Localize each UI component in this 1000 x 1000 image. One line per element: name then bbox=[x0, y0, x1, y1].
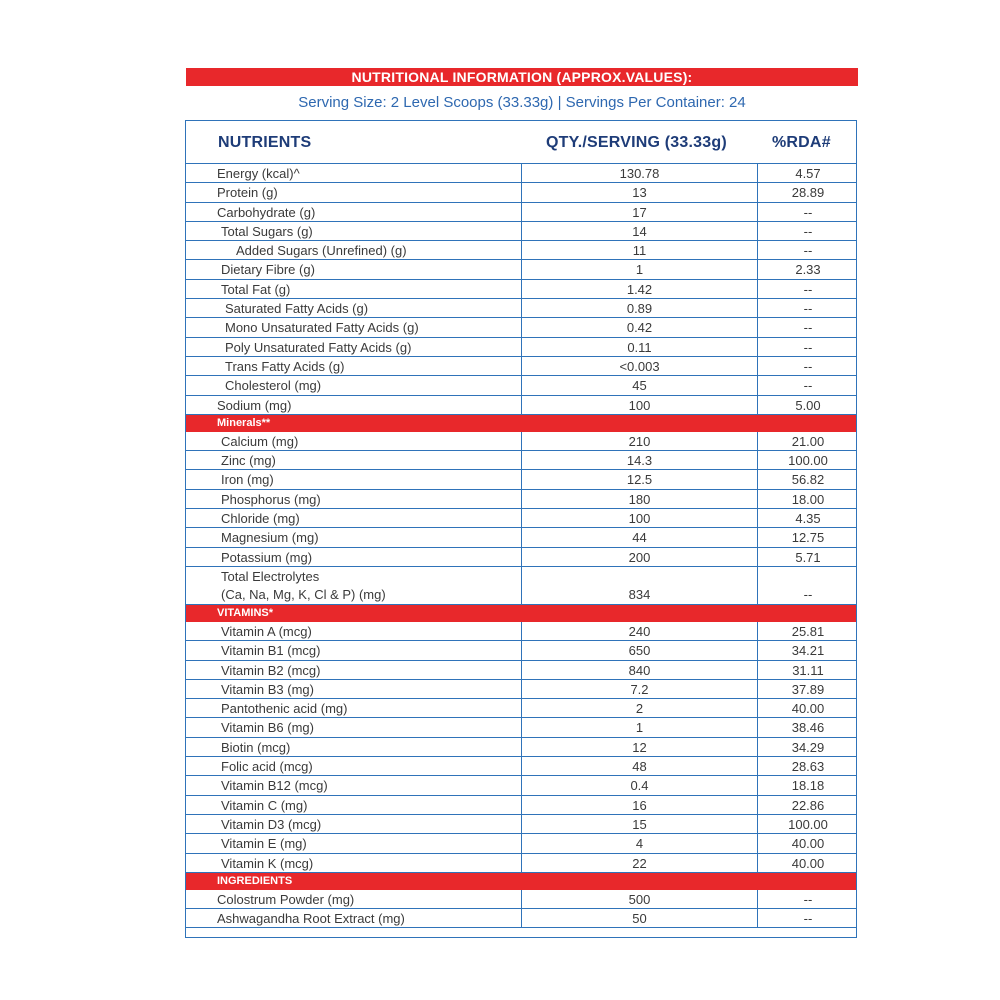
table-row bbox=[186, 357, 856, 376]
table-row bbox=[186, 738, 856, 757]
qty-value: 180 bbox=[522, 490, 758, 508]
qty-value: 15 bbox=[522, 815, 758, 833]
rda-value: 40.00 bbox=[791, 855, 825, 871]
nutrient-name: Chloride (mg) bbox=[186, 509, 522, 527]
nutrient-name: Magnesium (mg) bbox=[186, 528, 522, 546]
rda-value: 28.89 bbox=[791, 185, 825, 201]
nutrient-name: Vitamin K (mcg) bbox=[186, 854, 522, 872]
qty-value: 210 bbox=[522, 432, 758, 450]
table-row bbox=[186, 203, 856, 222]
qty-value: 11 bbox=[522, 241, 758, 259]
table-row bbox=[186, 815, 856, 834]
table-row bbox=[186, 260, 856, 279]
qty-value: 4 bbox=[522, 834, 758, 852]
rda-value: 4.57 bbox=[795, 166, 821, 181]
rda-value: 38.46 bbox=[791, 720, 825, 736]
nutrient-name: Sodium (mg) bbox=[186, 396, 522, 414]
table-row bbox=[186, 622, 856, 641]
table-row bbox=[186, 680, 856, 699]
qty-value: 44 bbox=[522, 528, 758, 546]
rda-value: 2.33 bbox=[795, 262, 821, 278]
section-label: VITAMINS* bbox=[217, 606, 274, 619]
table-row bbox=[186, 432, 856, 451]
rda-value: -- bbox=[803, 301, 813, 317]
nutrient-name: Iron (mg) bbox=[186, 470, 522, 488]
rda-value: 40.00 bbox=[791, 836, 825, 852]
qty-value: 500 bbox=[522, 890, 758, 908]
section-label: INGREDIENTS bbox=[217, 874, 293, 887]
rda-value: 12.75 bbox=[791, 530, 825, 546]
nutrition-table bbox=[185, 120, 857, 938]
rda-value: 5.00 bbox=[795, 397, 821, 413]
qty-value: 14.3 bbox=[522, 451, 758, 469]
qty-value: 130.78 bbox=[522, 164, 758, 182]
qty-value: 240 bbox=[522, 622, 758, 640]
table-row bbox=[186, 222, 856, 241]
rda-value: -- bbox=[803, 586, 813, 602]
table-row bbox=[186, 528, 856, 547]
table-row bbox=[186, 776, 856, 795]
rda-value: 21.00 bbox=[791, 433, 825, 449]
qty-value: 45 bbox=[522, 376, 758, 394]
rda-value: 31.11 bbox=[792, 662, 824, 678]
nutrient-name: Pantothenic acid (mg) bbox=[186, 699, 522, 717]
section-ingredients bbox=[186, 873, 856, 890]
nutrient-name: Protein (g) bbox=[186, 183, 522, 201]
table-row bbox=[186, 376, 856, 395]
nutrient-name: Vitamin B3 (mg) bbox=[186, 680, 522, 698]
section-vitamins bbox=[186, 605, 856, 622]
qty-value: 16 bbox=[522, 796, 758, 814]
qty-value: 100 bbox=[522, 396, 758, 414]
qty-value: 12 bbox=[522, 738, 758, 756]
table-row bbox=[186, 834, 856, 853]
qty-value: 2 bbox=[522, 699, 758, 717]
header-qty: QTY./SERVING (33.33g) bbox=[546, 134, 727, 151]
nutrient-name: Colostrum Powder (mg) bbox=[186, 890, 522, 908]
rda-value: -- bbox=[803, 378, 813, 394]
rda-value: -- bbox=[803, 223, 813, 239]
rda-value: 40.00 bbox=[791, 701, 825, 717]
table-row bbox=[186, 318, 856, 337]
table-row bbox=[186, 661, 856, 680]
nutrient-name: Vitamin A (mcg) bbox=[186, 622, 522, 640]
qty-value: <0.003 bbox=[522, 357, 758, 375]
rda-value: 100.00 bbox=[788, 816, 828, 832]
qty-value: 12.5 bbox=[522, 470, 758, 488]
nutrient-name: Mono Unsaturated Fatty Acids (g) bbox=[186, 318, 522, 336]
section-label: Minerals** bbox=[217, 416, 271, 429]
table-row bbox=[186, 718, 856, 737]
table-row bbox=[186, 280, 856, 299]
qty-value: 48 bbox=[522, 757, 758, 775]
rda-value: 100.00 bbox=[788, 453, 828, 469]
nutrient-name: Vitamin B1 (mcg) bbox=[186, 641, 522, 659]
qty-value: 100 bbox=[522, 509, 758, 527]
rda-value: -- bbox=[803, 358, 813, 374]
nutrient-name: Calcium (mg) bbox=[186, 432, 522, 450]
rda-value: -- bbox=[803, 320, 813, 336]
qty-value: 0.42 bbox=[522, 318, 758, 336]
table-row bbox=[186, 451, 856, 470]
rda-value: 5.71 bbox=[795, 549, 821, 565]
rda-value: 56.82 bbox=[791, 472, 825, 488]
nutrient-name: Trans Fatty Acids (g) bbox=[186, 357, 522, 375]
rda-value: -- bbox=[803, 891, 813, 907]
table-row bbox=[186, 338, 856, 357]
rda-value: 4.35 bbox=[795, 511, 821, 527]
nutrient-name: Total Sugars (g) bbox=[186, 222, 522, 240]
rda-value: 18.18 bbox=[791, 778, 825, 794]
qty-value: 200 bbox=[522, 548, 758, 566]
table-row bbox=[186, 548, 856, 567]
table-row bbox=[186, 509, 856, 528]
rda-value: -- bbox=[803, 204, 813, 220]
qty-value: 17 bbox=[522, 203, 758, 221]
nutrient-name: Vitamin B12 (mcg) bbox=[186, 776, 522, 794]
nutrient-name: Poly Unsaturated Fatty Acids (g) bbox=[186, 338, 522, 356]
rda-value: 18.00 bbox=[791, 491, 825, 507]
table-title: NUTRITIONAL INFORMATION (APPROX.VALUES): bbox=[186, 68, 858, 86]
rda-value: 34.29 bbox=[791, 739, 825, 755]
serving-info: Serving Size: 2 Level Scoops (33.33g) | Servings Per Container: 24 bbox=[298, 94, 746, 111]
table-body bbox=[186, 164, 856, 928]
nutrient-name: Energy (kcal)^ bbox=[186, 164, 522, 182]
electrolytes-line1: Total Electrolytes bbox=[221, 568, 320, 584]
qty-value: 7.2 bbox=[522, 680, 758, 698]
nutrient-name: Vitamin E (mg) bbox=[186, 834, 522, 852]
table-row bbox=[186, 470, 856, 489]
table-row bbox=[186, 164, 856, 183]
nutrient-name: Potassium (mg) bbox=[186, 548, 522, 566]
section-minerals bbox=[186, 415, 856, 432]
table-header bbox=[186, 121, 856, 164]
qty-value: 1.42 bbox=[522, 280, 758, 298]
nutrient-name: Saturated Fatty Acids (g) bbox=[186, 299, 522, 317]
table-row bbox=[186, 299, 856, 318]
rda-value: -- bbox=[803, 243, 813, 259]
nutrient-name: Vitamin D3 (mcg) bbox=[186, 815, 522, 833]
table-row bbox=[186, 699, 856, 718]
table-row bbox=[186, 909, 856, 928]
qty-value: 1 bbox=[522, 718, 758, 736]
rda-value: -- bbox=[803, 281, 813, 297]
table-row bbox=[186, 854, 856, 873]
nutrient-name: Vitamin B2 (mcg) bbox=[186, 661, 522, 679]
electrolytes-line2: (Ca, Na, Mg, K, Cl & P) (mg) bbox=[221, 586, 386, 602]
rda-value: 34.21 bbox=[791, 643, 825, 659]
header-nutrients: NUTRIENTS bbox=[218, 134, 312, 151]
table-row bbox=[186, 396, 856, 415]
nutrient-name: Folic acid (mcg) bbox=[186, 757, 522, 775]
qty-value: 834 bbox=[522, 567, 758, 604]
table-row bbox=[186, 490, 856, 509]
table-row bbox=[186, 183, 856, 202]
qty-value: 0.89 bbox=[522, 299, 758, 317]
nutrient-name: Vitamin B6 (mg) bbox=[186, 718, 522, 736]
qty-value: 0.4 bbox=[522, 776, 758, 794]
header-rda: %RDA# bbox=[772, 134, 831, 151]
nutrient-name: Total Fat (g) bbox=[186, 280, 522, 298]
rda-value: 22.86 bbox=[791, 797, 825, 813]
nutrient-name: Biotin (mcg) bbox=[186, 738, 522, 756]
nutrient-name: Carbohydrate (g) bbox=[186, 203, 522, 221]
rda-value: 25.81 bbox=[791, 623, 825, 639]
qty-value: 22 bbox=[522, 854, 758, 872]
table-row bbox=[186, 241, 856, 260]
nutrient-name: Zinc (mg) bbox=[186, 451, 522, 469]
qty-value: 13 bbox=[522, 183, 758, 201]
nutrient-name: Ashwagandha Root Extract (mg) bbox=[186, 909, 522, 927]
nutrient-name: Vitamin C (mg) bbox=[186, 796, 522, 814]
qty-value: 50 bbox=[522, 909, 758, 927]
qty-value: 650 bbox=[522, 641, 758, 659]
rda-value: -- bbox=[803, 911, 813, 927]
nutrient-name: Added Sugars (Unrefined) (g) bbox=[186, 241, 522, 259]
table-row bbox=[186, 890, 856, 909]
qty-value: 14 bbox=[522, 222, 758, 240]
nutrient-name: Phosphorus (mg) bbox=[186, 490, 522, 508]
rda-value: -- bbox=[803, 339, 813, 355]
qty-value: 0.11 bbox=[522, 338, 758, 356]
table-row bbox=[186, 757, 856, 776]
table-row bbox=[186, 641, 856, 660]
rda-value: 28.63 bbox=[791, 759, 825, 775]
qty-value: 1 bbox=[522, 260, 758, 278]
nutrient-name: Cholesterol (mg) bbox=[186, 376, 522, 394]
table-row-electrolytes bbox=[186, 567, 856, 605]
table-row bbox=[186, 796, 856, 815]
nutrient-name bbox=[186, 567, 522, 604]
rda-value: 37.89 bbox=[791, 681, 825, 697]
qty-value: 840 bbox=[522, 661, 758, 679]
nutrient-name: Dietary Fibre (g) bbox=[186, 260, 522, 278]
